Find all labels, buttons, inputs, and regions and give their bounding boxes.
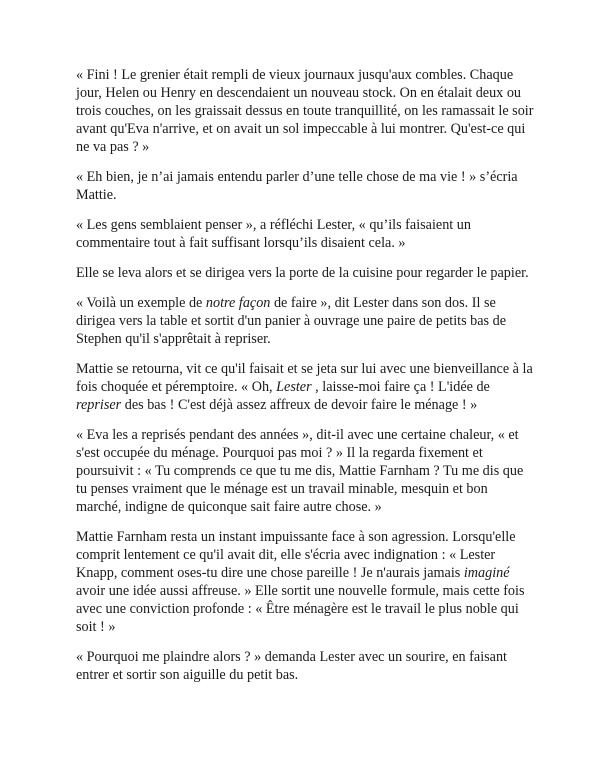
paragraph-1: [76, 66, 536, 156]
paragraph-6: [76, 360, 536, 414]
paragraph-text: « Fini ! Le grenier était rempli de vieux journaux jusqu'aux combles. Chaque jour, Helen ou Henry en descendaient un nouveau stock. On en étalait deux ou trois couches, on les graissait dessus en toute tranquillité, on les ramassait le soir avant qu'Eva n'arrive, et on avait un sol impeccable à lui montrer. Qu'est-ce qui ne va pas ? »: [76, 67, 534, 155]
italic-emphasis: repriser: [76, 397, 122, 413]
paragraph-text: des bas ! C'est déjà assez affreux de devoir faire le ménage ! »: [121, 397, 478, 413]
paragraph-5: [76, 294, 536, 348]
paragraph-3: [76, 216, 536, 252]
italic-emphasis: notre façon: [205, 295, 271, 311]
paragraph-text: Mattie se retourna, vit ce qu'il faisait et se jeta sur lui avec une bienveillance à la fois choquée et péremptoire. « Oh,: [76, 361, 533, 395]
paragraph-8: [76, 528, 536, 636]
paragraph-4: [76, 264, 536, 282]
paragraph-9: [76, 648, 536, 684]
paragraph-text: de faire », dit Lester dans son dos. Il se dirigea vers la table et sortit d'un panier à ouvrage une paire de petits bas de Stephen qu'il s'apprêtait à repriser.: [76, 295, 506, 347]
paragraph-2: [76, 168, 536, 204]
paragraph-text: , laisse-moi faire ça ! L'idée de: [311, 379, 490, 395]
paragraph-text: « Eva les a reprisés pendant des années », dit-il avec une certaine chaleur, « et s'est occupée du ménage. Pourquoi pas moi ? » Il la regarda fixement et poursuivit : « Tu comprends ce que tu me dis, Mattie Farnham ? Tu me dis que tu penses vraiment que le ménage est un travail minable, mesquin et bon marché, indigne de quiconque sait faire autre chose. »: [76, 427, 524, 515]
paragraph-text: « Eh bien, je n’ai jamais entendu parler d’une telle chose de ma vie ! » s’écria Mattie.: [76, 169, 518, 203]
italic-emphasis: Lester: [276, 379, 312, 395]
paragraph-text: Elle se leva alors et se dirigea vers la porte de la cuisine pour regarder le papier.: [76, 265, 529, 281]
paragraph-text: « Pourquoi me plaindre alors ? » demanda Lester avec un sourire, en faisant entrer et sortir son aiguille du petit bas.: [76, 649, 507, 683]
paragraph-text: Mattie Farnham resta un instant impuissante face à son agression. Lorsqu'elle comprit lentement ce qu'il avait dit, elle s'écria avec indignation : « Lester Knapp, comment oses-tu dire une chose pareille ! Je n'aurais jamais: [76, 529, 516, 581]
paragraph-text: « Voilà un exemple de: [76, 295, 206, 311]
italic-emphasis: imaginé: [463, 565, 510, 581]
paragraph-text: avoir une idée aussi affreuse. » Elle sortit une nouvelle formule, mais cette fois avec une conviction profonde : « Être ménagère est le travail le plus noble qui soit ! »: [76, 583, 525, 635]
paragraph-text: « Les gens semblaient penser », a réfléchi Lester, « qu’ils faisaient un commentaire tout à fait suffisant lorsqu’ils disaient cela. »: [76, 217, 471, 251]
paragraph-7: [76, 426, 536, 516]
